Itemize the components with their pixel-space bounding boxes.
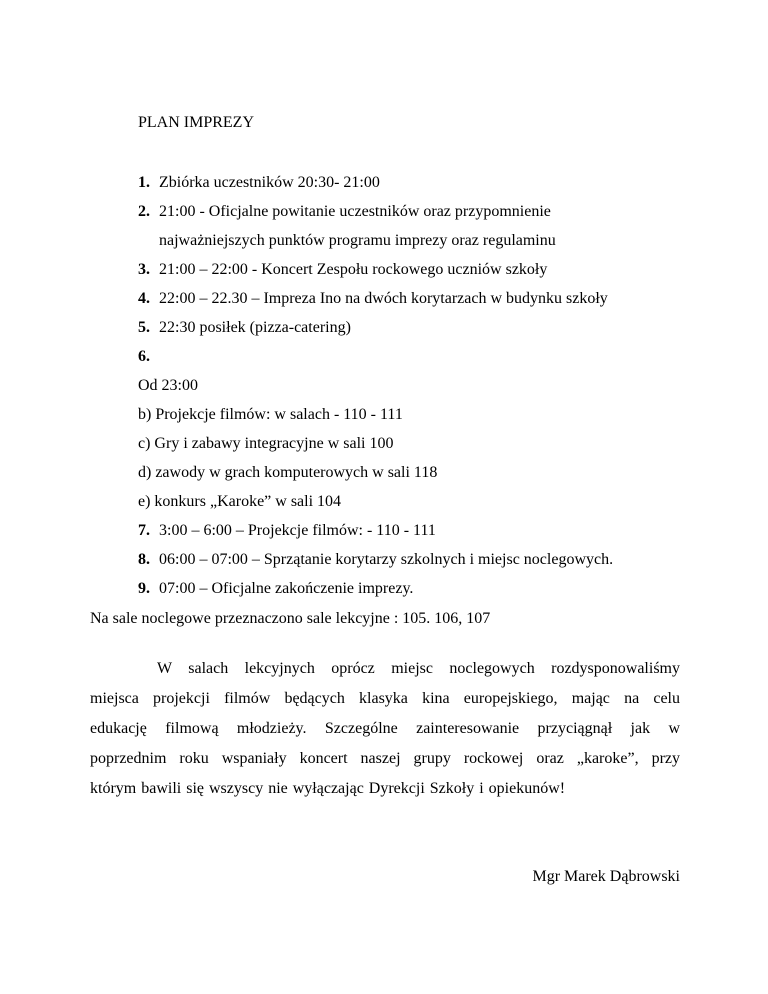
- sub-heading: Od 23:00: [138, 377, 198, 394]
- item-text: 21:00 - Oficjalne powitanie uczestników oraz przypomnienie: [159, 203, 551, 220]
- page-title: PLAN IMPREZY: [138, 114, 255, 131]
- item-text: 07:00 – Oficjalne zakończenie imprezy.: [159, 580, 414, 597]
- item-text: Zbiórka uczestników 20:30- 21:00: [159, 174, 380, 191]
- dormitory-note: Na sale noclegowe przeznaczono sale lekcyjne : 105. 106, 107: [90, 610, 491, 627]
- paragraph-line: poprzednim roku wspaniały koncert naszej grupy rockowej oraz „karoke”, przy: [90, 750, 680, 767]
- list-item: [138, 255, 718, 284]
- summary-paragraph: [90, 654, 680, 804]
- item-number: 4.: [138, 290, 150, 307]
- sub-item: d) zawody w grach komputerowych w sali 118: [138, 464, 438, 481]
- sub-item: c) Gry i zabawy integracyjne w sali 100: [138, 435, 394, 452]
- item-continuation: najważniejszych punktów programu imprezy oraz regulaminu: [159, 232, 556, 249]
- sub-item: b) Projekcje filmów: w salach - 110 - 111: [138, 406, 403, 423]
- item-text: 22:00 – 22.30 – Impreza Ino na dwóch korytarzach w budynku szkoły: [159, 290, 608, 307]
- paragraph-line: którym bawili się wszyscy nie wyłączając Dyrekcji Szkoły i opiekunów!: [90, 780, 566, 797]
- paragraph-line: W salach lekcyjnych oprócz miejsc noclegowych rozdysponowaliśmy: [157, 660, 680, 677]
- list-item: [138, 168, 718, 197]
- list-item: [138, 342, 718, 371]
- list-item: [138, 516, 718, 545]
- item-text: 06:00 – 07:00 – Sprzątanie korytarzy szkolnych i miejsc noclegowych.: [159, 551, 614, 568]
- list-item: [138, 545, 718, 574]
- item-text: 21:00 – 22:00 - Koncert Zespołu rockowego uczniów szkoły: [159, 261, 548, 278]
- item-number: 6.: [138, 348, 150, 365]
- item-number: 7.: [138, 522, 150, 539]
- item-text: 3:00 – 6:00 – Projekcje filmów: - 110 - 111: [159, 522, 436, 539]
- sub-item: e) konkurs „Karoke” w sali 104: [138, 493, 342, 510]
- item-number: 3.: [138, 261, 150, 278]
- paragraph-line: miejsca projekcji filmów będących klasyka kina europejskiego, mając na celu: [90, 690, 680, 707]
- item-number: 9.: [138, 580, 150, 597]
- item-number: 8.: [138, 551, 150, 568]
- list-item: [138, 284, 718, 313]
- item-number: 5.: [138, 319, 150, 336]
- item-number: 1.: [138, 174, 150, 191]
- signature: Mgr Marek Dąbrowski: [532, 868, 680, 885]
- list-item: [138, 313, 718, 342]
- list-item: [138, 574, 718, 603]
- item-text: 22:30 posiłek (pizza-catering): [159, 319, 351, 336]
- plan-list: [138, 168, 718, 603]
- item-number: 2.: [138, 203, 150, 220]
- list-item: [138, 197, 718, 226]
- paragraph-line: edukację filmową młodzieży. Szczególne zainteresowanie przyciągnął jak w: [90, 720, 680, 737]
